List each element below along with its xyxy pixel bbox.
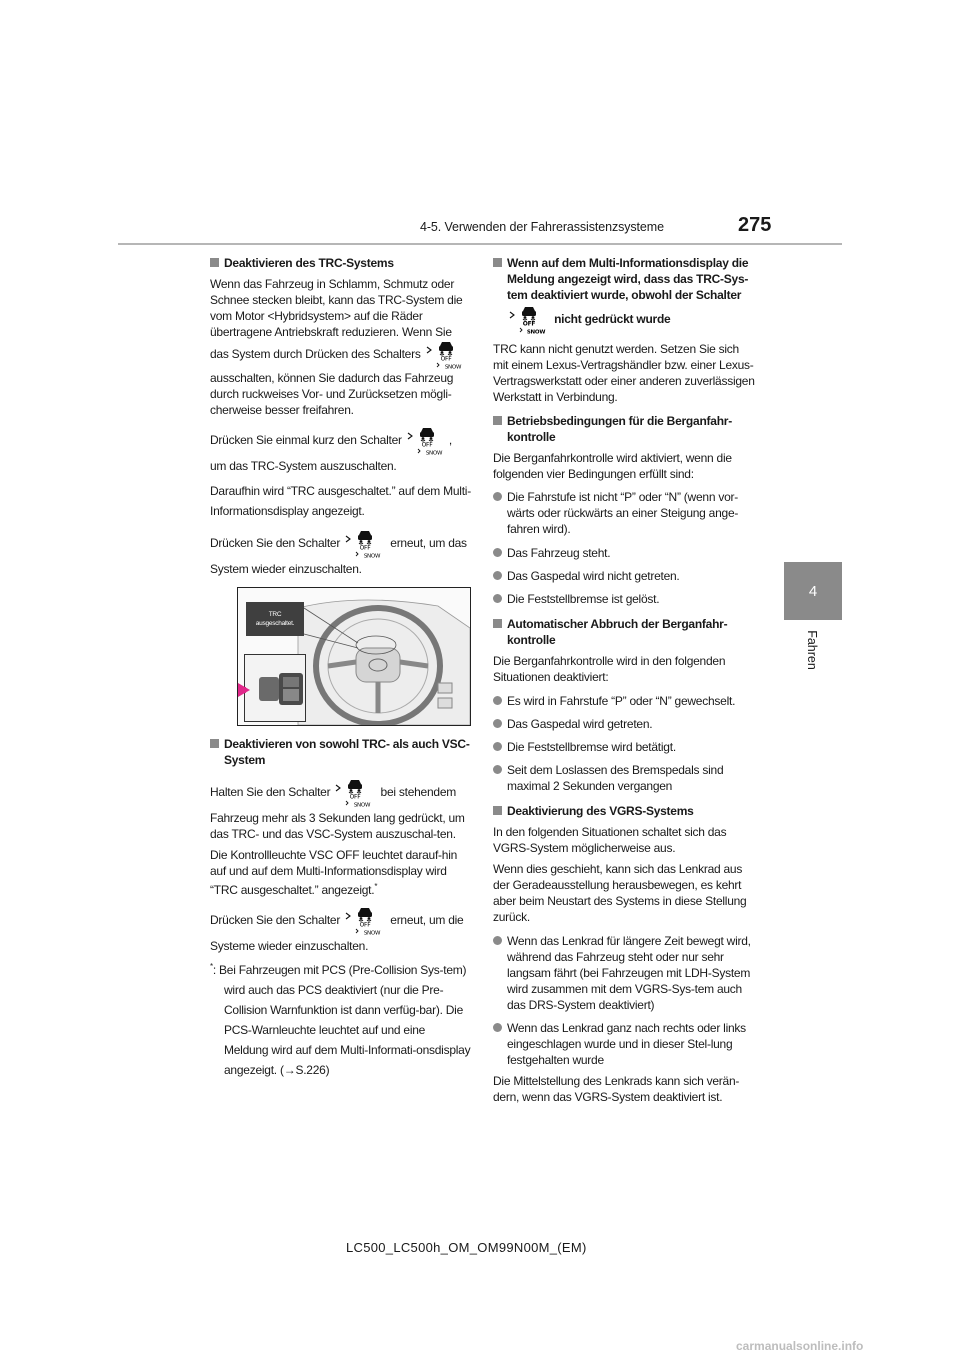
list-item — [493, 1020, 755, 1068]
paragraph-text: Drücken Sie den Schalter — [210, 913, 341, 928]
trc-off-display-screen — [246, 602, 304, 636]
list-item — [493, 591, 755, 607]
list-item-text: Die Feststellbremse wird betätigt. — [507, 740, 676, 754]
list-item — [493, 489, 755, 537]
svg-text:SNOW: SNOW — [354, 802, 371, 808]
header-divider — [118, 243, 842, 245]
paragraph-text: bei stehendem — [380, 785, 456, 800]
page-number: 275 — [738, 214, 772, 236]
chapter-tab[interactable] — [784, 562, 842, 620]
heading-text: Wenn auf dem Multi-Informationsdisplay die Meldung angezeigt wird, dass das TRC-Sys-tem deaktiviert wurde, obwohl der Schalter — [507, 256, 749, 302]
paragraph-text: erneut, um das — [390, 536, 467, 551]
chapter-number: 4 — [808, 582, 818, 600]
chapter-label-text: Fahren — [805, 630, 819, 670]
paragraph: Wenn dies geschieht, kann sich das Lenkrad aus der Geradeausstellung herausbewegen, es kehrt aber beim Neustart des Systems in diese Stellung zurück. — [493, 862, 747, 924]
screen-line: ausgeschaltet. — [255, 620, 295, 627]
list-item — [493, 933, 755, 1013]
list-item-text: Das Gaspedal wird getreten. — [507, 717, 653, 731]
heading-text: Betriebsbedingungen für die Berganfahr-kontrolle — [507, 414, 732, 444]
heading-text: Deaktivieren von sowohl TRC- als auch VSC-System — [224, 737, 470, 767]
bullet-icon — [493, 571, 502, 580]
bullet-icon — [493, 719, 502, 728]
document-code: LC500_LC500h_OM_OM99N00M_(EM) — [346, 1240, 587, 1255]
heading-hill-start-cancel — [493, 616, 755, 648]
vsc-off-snow-switch-icon — [509, 305, 549, 335]
bullet-icon — [493, 548, 502, 557]
paragraph: Die Berganfahrkontrolle wird aktiviert, wenn die folgenden vier Bedingungen erfüllt sind: — [493, 451, 732, 481]
svg-text:SNOW: SNOW — [526, 329, 546, 335]
paragraph: TRC kann nicht genutzt werden. Setzen Sie sich mit einem Lexus-Vertragshändler bzw. einer Lexus-Vertragswerkstatt oder einer anderen zuverlässigen Werkstatt in Verbindung. — [493, 342, 755, 404]
svg-text:OFF: OFF — [359, 921, 371, 929]
paragraph — [210, 847, 472, 898]
paragraph-text: System wieder einzuschalten. — [210, 562, 362, 576]
list-item — [493, 568, 755, 584]
svg-text:SNOW: SNOW — [425, 450, 443, 456]
svg-text:SNOW: SNOW — [363, 930, 381, 936]
heading-hill-start-conditions — [493, 413, 755, 445]
vsc-off-snow-switch-icon — [345, 529, 385, 559]
paragraph: Fahrzeug mehr als 3 Sekunden lang gedrückt, um das TRC- und das VSC-System auszuschal-ten. — [210, 811, 465, 841]
list-item-text: Das Fahrzeug steht. — [507, 546, 611, 560]
pointer-arrow-icon — [238, 683, 250, 697]
paragraph-text: , — [448, 433, 452, 448]
square-bullet-icon — [210, 739, 219, 748]
list-item-text: Wenn das Lenkrad für längere Zeit bewegt wird, während das Fahrzeug steht oder nur sehr langsam fährt (bei Fahrzeugen mit LDH-System wird zusammen mit dem VGRS-Sys-tem auch das DRS-System deaktiviert) — [507, 934, 751, 1012]
bullet-icon — [493, 765, 502, 774]
heading-trc-message-cont — [493, 305, 755, 335]
watermark: carmanualsonline.info — [736, 1339, 864, 1353]
list-item — [493, 716, 755, 732]
vsc-off-snow-switch-icon — [407, 426, 447, 456]
heading-text: Deaktivieren des TRC-Systems — [224, 256, 394, 270]
paragraph-text: Wenn das Fahrzeug in Schlamm, Schmutz oder Schnee stecken bleibt, kann das TRC-System die vom Motor <Hybridsystem> auf die Räder übertragene Antriebskraft reduzieren. Wenn Sie das System durch Drücken des Schalters — [210, 277, 463, 362]
bullet-icon — [493, 742, 502, 751]
paragraph — [210, 906, 472, 956]
square-bullet-icon — [210, 258, 219, 267]
heading-trc-message — [493, 255, 755, 303]
paragraph — [210, 426, 472, 476]
list-item — [493, 545, 755, 561]
svg-text:SNOW: SNOW — [444, 364, 461, 370]
cockpit-illustration — [237, 587, 471, 726]
square-bullet-icon — [493, 416, 502, 425]
svg-text:OFF: OFF — [522, 320, 536, 328]
heading-text: nicht gedrückt wurde — [554, 312, 671, 327]
paragraph-text: erneut, um die — [390, 913, 464, 928]
svg-text:OFF: OFF — [349, 793, 361, 801]
footnote-text: : Bei Fahrzeugen mit PCS (Pre-Collision Sys-tem) wird auch das PCS deaktiviert (nur die Pre-Collision Warnfunktion ist dann verfüg-bar). Die PCS-Warnleuchte leuchtet auf und eine Meldung wird auf dem Multi-Informati-onsdisplay angezeigt. ( — [212, 963, 471, 1077]
footnote-marker: * — [374, 882, 378, 891]
chapter-label — [792, 630, 832, 670]
svg-text:OFF: OFF — [440, 355, 452, 363]
paragraph-text: Halten Sie den Schalter — [210, 785, 331, 800]
footnote — [210, 957, 472, 1080]
right-column — [493, 255, 755, 1110]
square-bullet-icon — [493, 619, 502, 628]
paragraph: Daraufhin wird “TRC ausgeschaltet.” auf dem Multi-Informationsdisplay angezeigt. — [210, 484, 471, 518]
list-item — [493, 693, 755, 709]
left-column — [210, 255, 472, 1085]
bullet-icon — [493, 594, 502, 603]
paragraph — [210, 778, 472, 808]
paragraph-text: Die Kontrollleuchte VSC OFF leuchtet darauf-hin auf und auf dem Multi-Informationsdisplay wird “TRC ausgeschaltet.” angezeigt. — [210, 848, 458, 897]
heading-text: Automatischer Abbruch der Berganfahr-kontrolle — [507, 617, 728, 647]
switch-knob-icon — [245, 655, 305, 721]
footnote-marker: * — [210, 962, 213, 971]
screen-line: TRC — [268, 611, 282, 618]
paragraph: In den folgenden Situationen schaltet sich das VGRS-System möglicherweise aus. — [493, 825, 727, 855]
paragraph-text: um das TRC-System auszuschalten. — [210, 459, 397, 473]
paragraph-text: Drücken Sie einmal kurz den Schalter — [210, 433, 402, 448]
section-title: 4-5. Verwenden der Fahrerassistenzsysteme — [420, 220, 664, 234]
heading-vgrs-off — [493, 803, 755, 819]
list-item-text: Es wird in Fahrstufe “P” oder “N” gewechselt. — [507, 694, 736, 708]
bullet-icon — [493, 492, 502, 501]
paragraph-text: Drücken Sie den Schalter — [210, 536, 341, 551]
vsc-off-snow-switch-icon — [426, 340, 466, 370]
list-item-text: Die Feststellbremse ist gelöst. — [507, 592, 660, 606]
heading-trc-off — [210, 255, 472, 271]
list-item-text: Seit dem Loslassen des Bremspedals sind maximal 2 Sekunden vergangen — [507, 763, 724, 793]
paragraph: Die Mittelstellung des Lenkrads kann sich verän-dern, wenn das VGRS-System deaktiviert ist. — [493, 1074, 740, 1104]
list-item — [493, 739, 755, 755]
paragraph-text: Systeme wieder einzuschalten. — [210, 939, 369, 953]
switch-detail-inset — [244, 654, 306, 722]
vsc-off-snow-switch-icon — [345, 906, 385, 936]
page-reference-link[interactable]: →S.226) — [283, 1063, 330, 1077]
square-bullet-icon — [493, 258, 502, 267]
heading-trc-vsc-off — [210, 736, 472, 768]
paragraph — [210, 529, 472, 579]
list-item-text: Das Gaspedal wird nicht getreten. — [507, 569, 680, 583]
paragraph-text: ausschalten, können Sie dadurch das Fahrzeug durch ruckweises Vor- und Zurücksetzen mögli-cherweise besser freifahren. — [210, 371, 454, 417]
list-item-text: Wenn das Lenkrad ganz nach rechts oder links eingeschlagen wurde und in dieser Stel-lung festgehalten wurde — [507, 1021, 746, 1067]
svg-text:OFF: OFF — [359, 544, 371, 552]
svg-text:SNOW: SNOW — [363, 553, 381, 559]
paragraph — [210, 276, 472, 418]
bullet-icon — [493, 1023, 502, 1032]
bullet-icon — [493, 696, 502, 705]
list-item-text: Die Fahrstufe ist nicht “P” oder “N” (wenn vor-wärts oder rückwärts an einer Steigung ange-fahren wird). — [507, 490, 739, 536]
heading-text: Deaktivierung des VGRS-Systems — [507, 804, 694, 818]
paragraph: Die Berganfahrkontrolle wird in den folgenden Situationen deaktiviert: — [493, 654, 726, 684]
svg-text:OFF: OFF — [421, 441, 433, 449]
bullet-icon — [493, 936, 502, 945]
vsc-off-snow-switch-icon — [335, 778, 375, 808]
square-bullet-icon — [493, 806, 502, 815]
list-item — [493, 762, 755, 794]
